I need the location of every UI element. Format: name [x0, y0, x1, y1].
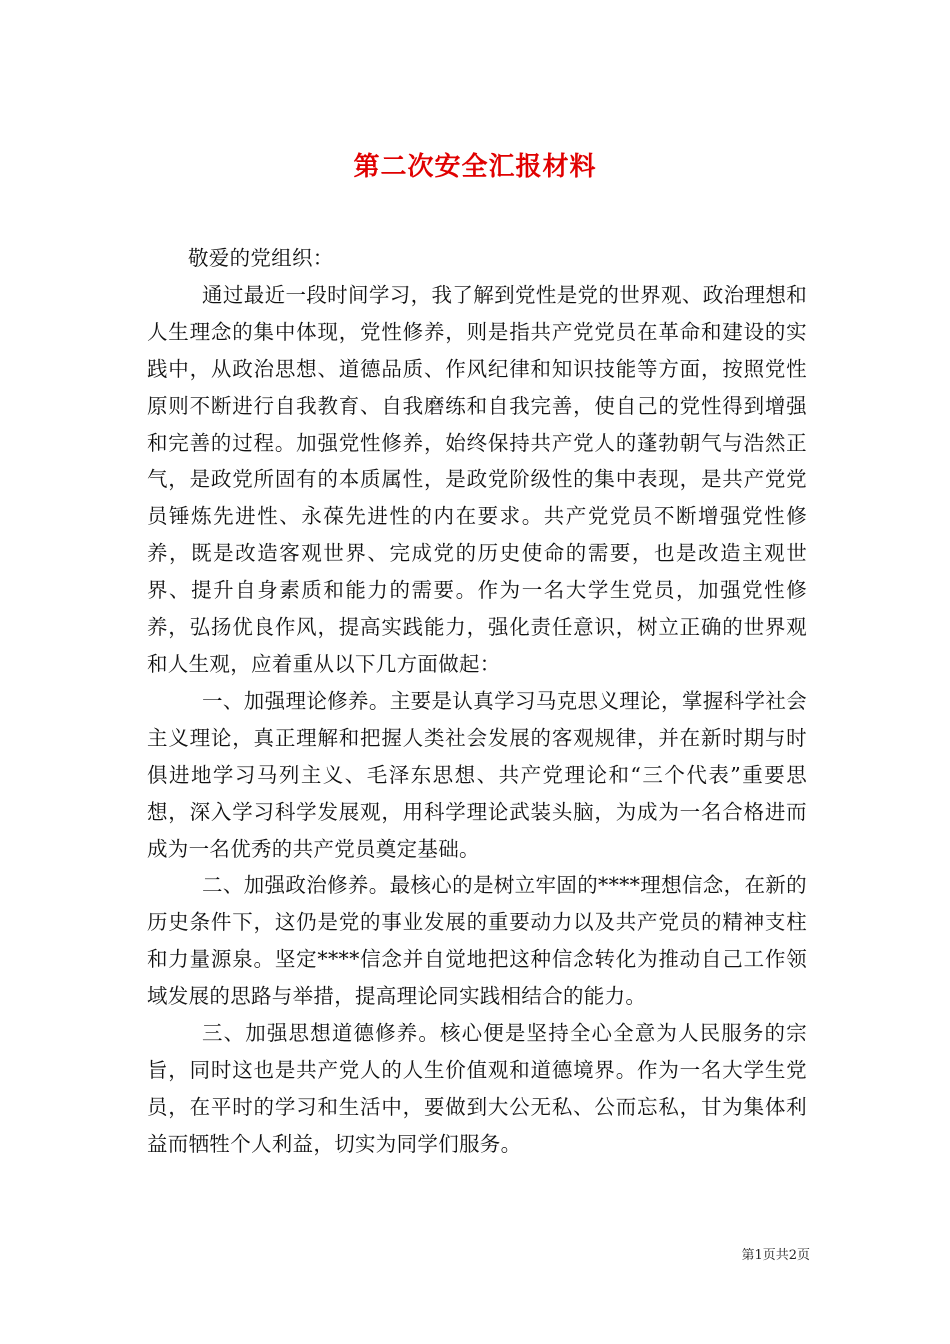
- page-number: 第1页共2页: [741, 1248, 810, 1263]
- salutation: 敬爱的党组织：: [188, 246, 334, 270]
- paragraph-intro: 通过最近一段时间学习，我了解到党性是党的世界观、政治理想和人生理念的集中体现，党性修养，则是指共产党党员在革命和建设的实践中，从政治思想、道德品质、作风纪律和知识技能等方面，按照党性原则不断进行自我教育、自我磨练和自我完善，使自己的党性得到增强和完善的过程。加强党性修养，始终保持共产党人的蓬勃朝气与浩然正气，是政党所固有的本质属性，是政党阶级性的集中表现，是共产党党员锤炼先进性、永葆先进性的内在要求。共产党党员不断增强党性修养，既是改造客观世界、完成党的历史使命的需要，也是改造主观世界、提升自身素质和能力的需要。作为一名大学生党员，加强党性修养，弘扬优良作风，提高实践能力，强化责任意识，树立正确的世界观和人生观，应着重从以下几方面做起：: [147, 282, 807, 676]
- paragraph-politics: 二、加强政治修养。最核心的是树立牢固的****理想信念，在新的历史条件下，这仍是党的事业发展的重要动力以及共产党员的精神支柱和力量源泉。坚定****信念并自觉地把这种信念转化为推动自己工作领域发展的思路与举措，提高理论同实践相结合的能力。: [147, 873, 807, 1009]
- paragraph-morality: 三、加强思想道德修养。核心便是坚持全心全意为人民服务的宗旨，同时这也是共产党人的人生价值观和道德境界。作为一名大学生党员，在平时的学习和生活中，要做到大公无私、公而忘私，甘为集体利益而牺牲个人利益，切实为同学们服务。: [147, 1021, 807, 1156]
- document-body: [147, 240, 807, 1163]
- document-title: 第二次安全汇报材料: [353, 152, 597, 183]
- paragraph-theory: 一、加强理论修养。主要是认真学习马克思义理论，掌握科学社会主义理论，真正理解和把握人类社会发展的客观规律，并在新时期与时俱进地学习马列主义、毛泽东思想、共产党理论和“三个代表”重要思想，深入学习科学发展观，用科学理论武装头脑，为成为一名合格进而成为一名优秀的共产党员奠定基础。: [147, 688, 807, 861]
